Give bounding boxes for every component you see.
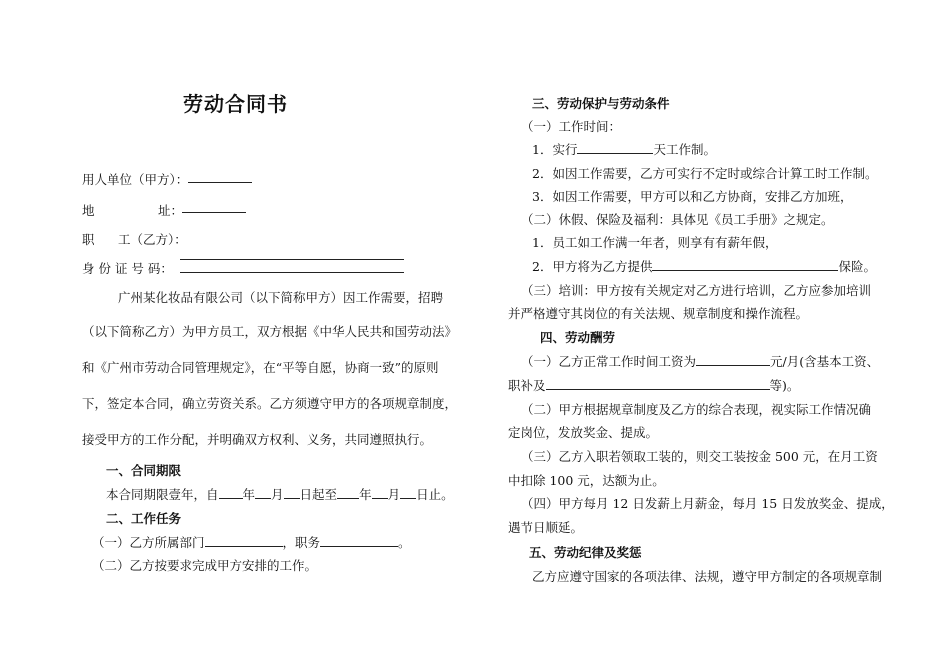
salary-line-2 (508, 376, 799, 394)
salary-suffix: 元/月(含基本工资、 (770, 354, 880, 369)
intro-line-5: 接受甲方的工作分配，并明确双方权利、义务，共同遵照执行。 (82, 432, 433, 447)
end-month-blank[interactable] (372, 487, 388, 499)
period: 。 (398, 535, 411, 550)
salary-label: （一）乙方正常工作时间工资为 (521, 354, 697, 369)
contract-title: 劳动合同书 (183, 92, 288, 116)
insurance-line (532, 257, 876, 275)
employee-label-part1: 职 (82, 232, 95, 247)
uniform-line-1: （三）乙方入职若领取工装的，则交工装按金 500 元，在月工资 (521, 449, 878, 464)
work-system-label: 1．实行 (532, 142, 578, 157)
insurance-label: 2．甲方将为乙方提供 (532, 259, 653, 274)
position-label: ，职务 (282, 535, 321, 550)
work-system-suffix: 天工作制。 (653, 142, 716, 157)
start-month-blank[interactable] (255, 487, 271, 499)
insurance-suffix: 保险。 (838, 259, 876, 274)
id-number-label: 身 份 证 号 码： (82, 261, 173, 276)
work-days-blank[interactable] (577, 142, 653, 154)
year-label: 年 (242, 487, 256, 502)
address-label-part2: 址： (158, 203, 184, 218)
term-text: 本合同期限壹年，自 (106, 487, 219, 502)
allowance-label: 职补及 (508, 378, 546, 393)
year-label: 年 (359, 487, 372, 502)
employer-field[interactable] (188, 182, 252, 183)
employee-field[interactable] (180, 259, 404, 260)
payday-line-2: 遇节日顺延。 (508, 520, 584, 535)
department-line (92, 533, 411, 551)
employer-label: 用人单位（甲方）： (82, 172, 189, 187)
section-1-heading: 一、合同期限 (106, 463, 182, 478)
department-blank[interactable] (205, 535, 283, 547)
section-3-heading: 三、劳动保护与劳动条件 (532, 96, 670, 111)
id-number-field[interactable] (180, 272, 404, 273)
address-field[interactable] (182, 212, 246, 213)
month-label: 月 (387, 487, 401, 502)
start-day-blank[interactable] (284, 487, 300, 499)
section-5-heading: 五、劳动纪律及奖惩 (529, 545, 642, 560)
uniform-line-2: 中扣除 100 元，达额为止。 (508, 473, 665, 488)
work-system-line (532, 140, 716, 158)
contract-term-line (106, 485, 454, 503)
position-blank[interactable] (320, 535, 398, 547)
insurance-blank[interactable] (652, 259, 838, 271)
intro-line-3: 和《广州市劳动合同管理规定》，在“平等自愿，协商一致”的原则 (82, 360, 439, 375)
bonus-line-1: （二）甲方根据规章制度及乙方的综合表现，视实际工作情况确 (521, 402, 872, 417)
intro-line-4: 下，签定本合同，确立劳资关系。乙方须遵守甲方的各项规章制度， (82, 396, 458, 411)
department-label: （一）乙方所属部门 (92, 535, 205, 550)
address-label-part1: 地 (82, 203, 95, 218)
leave-insurance-subheading: （二）休假、保险及福利：具体见《员工手册》之规定。 (521, 212, 834, 227)
allowance-blank[interactable] (546, 378, 770, 390)
end-day-blank[interactable] (400, 487, 416, 499)
start-year-blank[interactable] (219, 487, 243, 499)
section-4-heading: 四、劳动酬劳 (540, 330, 616, 345)
annual-leave-item: 1．员工如工作满一年者，则享有有薪年假， (532, 235, 778, 250)
month-label: 月 (271, 487, 284, 502)
allowance-suffix: 等)。 (769, 378, 800, 393)
training-line-2: 并严格遵守其岗位的有关法规、规章制度和操作流程。 (508, 306, 809, 321)
discipline-line-1: 乙方应遵守国家的各项法律、法规，遵守甲方制定的各项规章制 (532, 569, 883, 584)
day-label: 日止。 (416, 487, 454, 502)
hours-item-3: 3．如因工作需要，甲方可以和乙方协商，安排乙方加班， (532, 189, 853, 204)
hours-item-2: 2．如因工作需要，乙方可实行不定时或综合计算工时工作制。 (532, 166, 878, 181)
salary-line-1 (521, 352, 879, 370)
working-hours-subheading: （一）工作时间： (521, 119, 622, 134)
work-task-item-2: （二）乙方按要求完成甲方安排的工作。 (92, 558, 318, 573)
intro-line-2: （以下简称乙方）为甲方员工，双方根据《中华人民共和国劳动法》 (82, 324, 458, 339)
training-line-1: （三）培训：甲方按有关规定对乙方进行培训，乙方应参加培训 (521, 283, 872, 298)
salary-blank[interactable] (696, 354, 770, 366)
employee-label-part2: 工（乙方）： (118, 232, 187, 247)
day-label: 日起至 (299, 487, 338, 502)
intro-line-1: 广州某化妆品有限公司（以下简称甲方）因工作需要，招聘 (118, 290, 444, 305)
end-year-blank[interactable] (337, 487, 359, 499)
section-2-heading: 二、工作任务 (106, 511, 182, 526)
payday-line-1: （四）甲方每月 12 日发薪上月薪金，每月 15 日发放奖金、提成， (521, 496, 894, 511)
bonus-line-2: 定岗位，发放奖金、提成。 (508, 425, 659, 440)
